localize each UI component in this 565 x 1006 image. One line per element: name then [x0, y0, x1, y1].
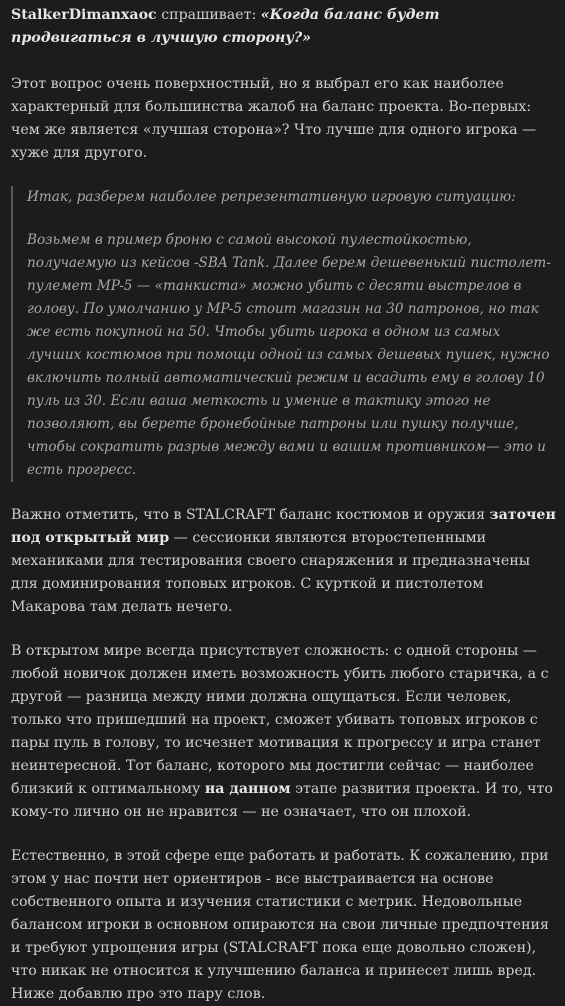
- paragraph-3: [11, 640, 556, 824]
- example-quote: [11, 186, 556, 482]
- paragraph-2-bold: заточен под открытый мир: [11, 507, 556, 546]
- paragraph-3-bold: на данном: [204, 781, 291, 797]
- paragraph-2-after: — сессионки являются второстепенными механиками для тестирования своего снаряжения и предназначены для доминирования топовых игроков. С курткой и пистолетом Макарова там делать нечего.: [11, 530, 531, 615]
- question-verb: спрашивает:: [156, 7, 261, 23]
- paragraph-3-after: этапе развития проекта. И то, что кому-то лично он не нравится — не означает, что он плохой.: [11, 781, 553, 820]
- paragraph-4: Естественно, в этой сфере еще работать и работать. К сожалению, при этом у нас почти нет ориентиров - все выстраивается на основе собственного опыта и изучения статистики с метрик. Недовольные балансом игроки в основном опираются на свои личные предпочтения и требуют упрощения игры (STALCRAFT пока еще довольно сложен), что никак не относится к улучшению баланса и принесет лишь вред. Ниже добавлю про это пару слов.: [11, 848, 549, 1002]
- question-author: StalkerDimanxaoc: [11, 7, 157, 23]
- quote-intro: Итак, разберем наиболее репрезентативную игровую ситуацию:: [27, 189, 516, 205]
- question-text: «Когда баланс будет продвигаться в лучшую сторону?»: [11, 7, 440, 46]
- paragraph-1: Этот вопрос очень поверхностный, но я выбрал его как наиболее характерный для большинства жалоб на баланс проекта. Во-первых: чем же является «лучшая сторона»? Что лучше для одного игрока — хуже для другого.: [11, 76, 537, 161]
- question-paragraph: [11, 4, 556, 50]
- quote-body: Возьмем в пример броню с самой высокой пулестойкостью, получаемую из кейсов -SBA Tank. Далее берем дешевенький пистолет-пулемет MP-5 — «танкиста» можно убить с десяти выстрелов в голову. По умолчанию у MP-5 стоит магазин на 30 патронов, но так же есть покупной на 50. Чтобы убить игрока в одном из самых лучших костюмов при помощи одной из самых дешевых пушек, нужно включить полный автоматический режим и всадить ему в голову 10 пуль из 30. Если ваша меткость и умение в тактику этого не позволяют, вы берете бронебойные патроны или пушку получше, чтобы сократить разрыв между вами и вашим противником— это и есть прогресс.: [27, 232, 551, 478]
- paragraph-2-before: Важно отметить, что в STALCRAFT баланс костюмов и оружия: [11, 507, 490, 523]
- paragraph-2: [11, 504, 556, 619]
- paragraph-3-before: В открытом мире всегда присутствует сложность: с одной стороны — любой новичок должен иметь возможность убить любого старичка, а с другой — разница между ними должна ощущаться. Если человек, только что пришедший на проект, сможет убивать топовых игроков с пары пуль в голову, то исчезнет мотивация к прогрессу и игра станет неинтересной. Тот баланс, которого мы достигли сейчас — наиболее близкий к оптимальному: [11, 643, 549, 797]
